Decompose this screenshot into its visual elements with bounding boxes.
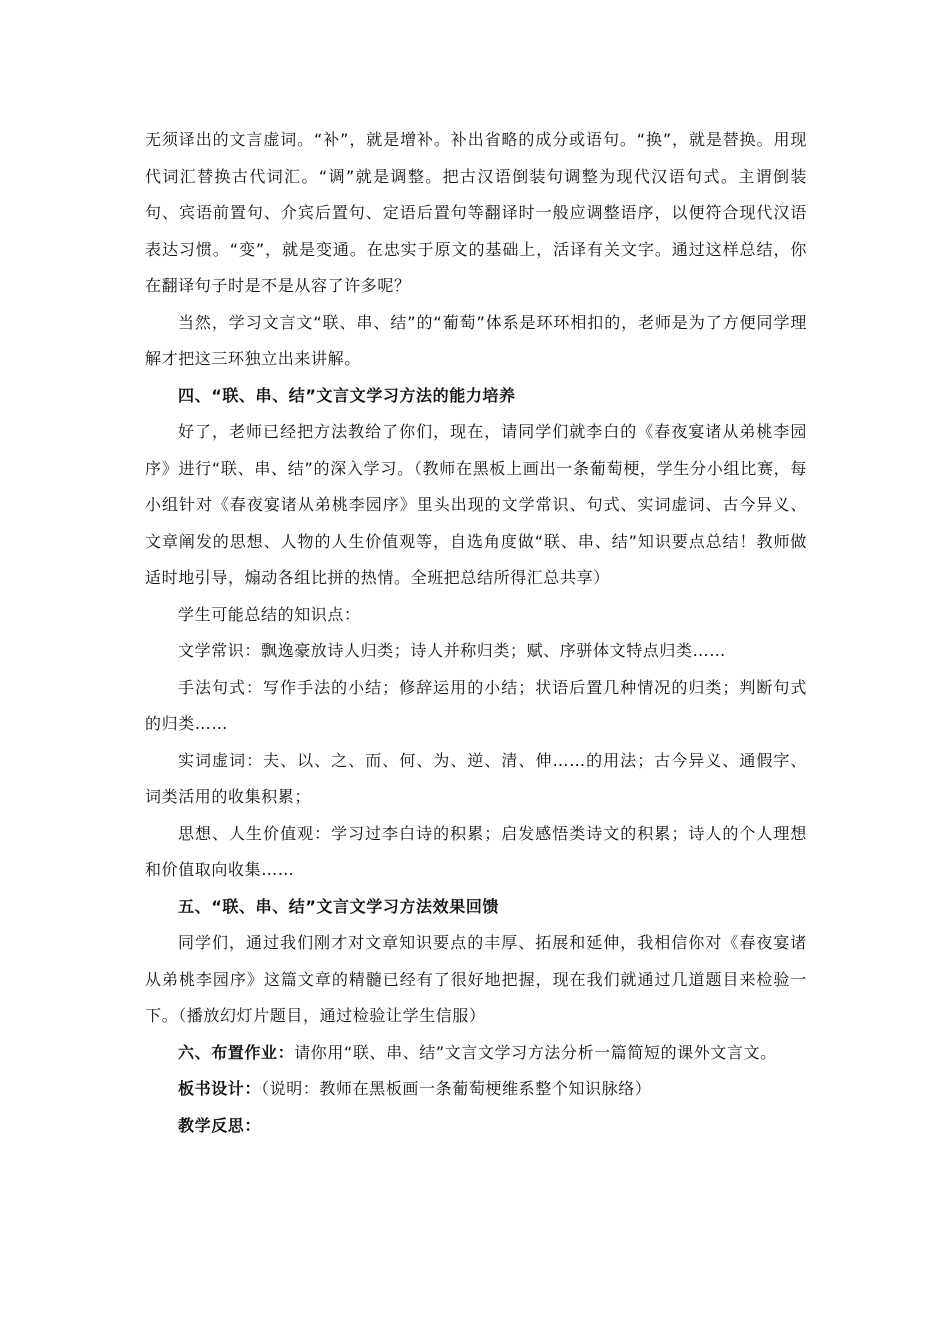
board-design-text: （说明：教师在黑板画一条葡萄梗维系整个知识脉络） [261, 1079, 652, 1098]
paragraph-thoughts-values: 思想、人生价值观：学习过李白诗的积累；启发感悟类诗文的积累；诗人的个人理想和价值取向收集…… [145, 823, 807, 879]
paragraph-translation-methods: 无须译出的文言虚词。“补”，就是增补。补出省略的成分或语句。“换”，就是替换。用现代词汇替换古代词汇。“调”就是调整。把古汉语倒装句调整为现代汉语句式。主谓倒装句、宾语前置句、介宾后置句、定语后置句等翻译时一般应调整语序，以便符合现代汉语表达习惯。“变”，就是变通。在忠实于原文的基础上，活译有关文字。通过这样总结，你在翻译句子时是不是从容了许多呢？ [145, 130, 807, 295]
paragraph-board-design [145, 1071, 807, 1108]
homework-label: 六、布置作业： [178, 1042, 295, 1062]
paragraph-techniques-sentences: 手法句式：写作手法的小结；修辞运用的小结；状语后置几种情况的归类；判断句式的归类…… [145, 677, 807, 733]
paragraph-literary-knowledge: 文学常识：飘逸豪放诗人归类；诗人并称归类；赋、序骈体文特点归类…… [178, 641, 726, 660]
paragraph-practice-activity: 好了，老师已经把方法教给了你们，现在，请同学们就李白的《春夜宴诸从弟桃李园序》进行“联、串、结”的深入学习。（教师在黑板上画出一条葡萄梗，学生分小组比赛，每小组针对《春夜宴诸从弟桃李园序》里头出现的文学常识、句式、实词虚词、古今异义、文章阐发的思想、人物的人生价值观等，自选角度做“联、串、结”知识要点总结！教师做适时地引导，煽动各组比拼的热情。全班把总结所得汇总共享） [145, 422, 807, 587]
teaching-reflection-label: 教学反思： [178, 1115, 262, 1135]
section-heading-five: 五、“联、串、结”文言文学习方法效果回馈 [178, 896, 500, 916]
paragraph-teaching-reflection [145, 1108, 807, 1145]
paragraph-homework [145, 1035, 807, 1072]
section-heading-four: 四、“联、串、结”文言文学习方法的能力培养 [178, 385, 516, 405]
document-body [145, 122, 807, 1144]
homework-text: 请你用“联、串、结”文言文学习方法分析一篇简短的课外文言文。 [294, 1042, 777, 1062]
board-design-label: 板书设计： [178, 1079, 262, 1098]
paragraph-knowledge-points-intro: 学生可能总结的知识点： [178, 604, 361, 624]
paragraph-content-function-words: 实词虚词：夫、以、之、而、何、为、逆、清、伸……的用法；古今异义、通假字、词类活用的收集积累； [145, 750, 807, 806]
paragraph-feedback: 同学们，通过我们刚才对文章知识要点的丰厚、拓展和延伸，我相信你对《春夜宴诸从弟桃李园序》这篇文章的精髓已经有了很好地把握，现在我们就通过几道题目来检验一下。（播放幻灯片题目，通过检验让学生信服） [145, 933, 807, 1025]
paragraph-grape-system: 当然，学习文言文“联、串、结”的“葡萄”体系是环环相扣的，老师是为了方便同学理解才把这三环独立出来讲解。 [145, 312, 807, 368]
